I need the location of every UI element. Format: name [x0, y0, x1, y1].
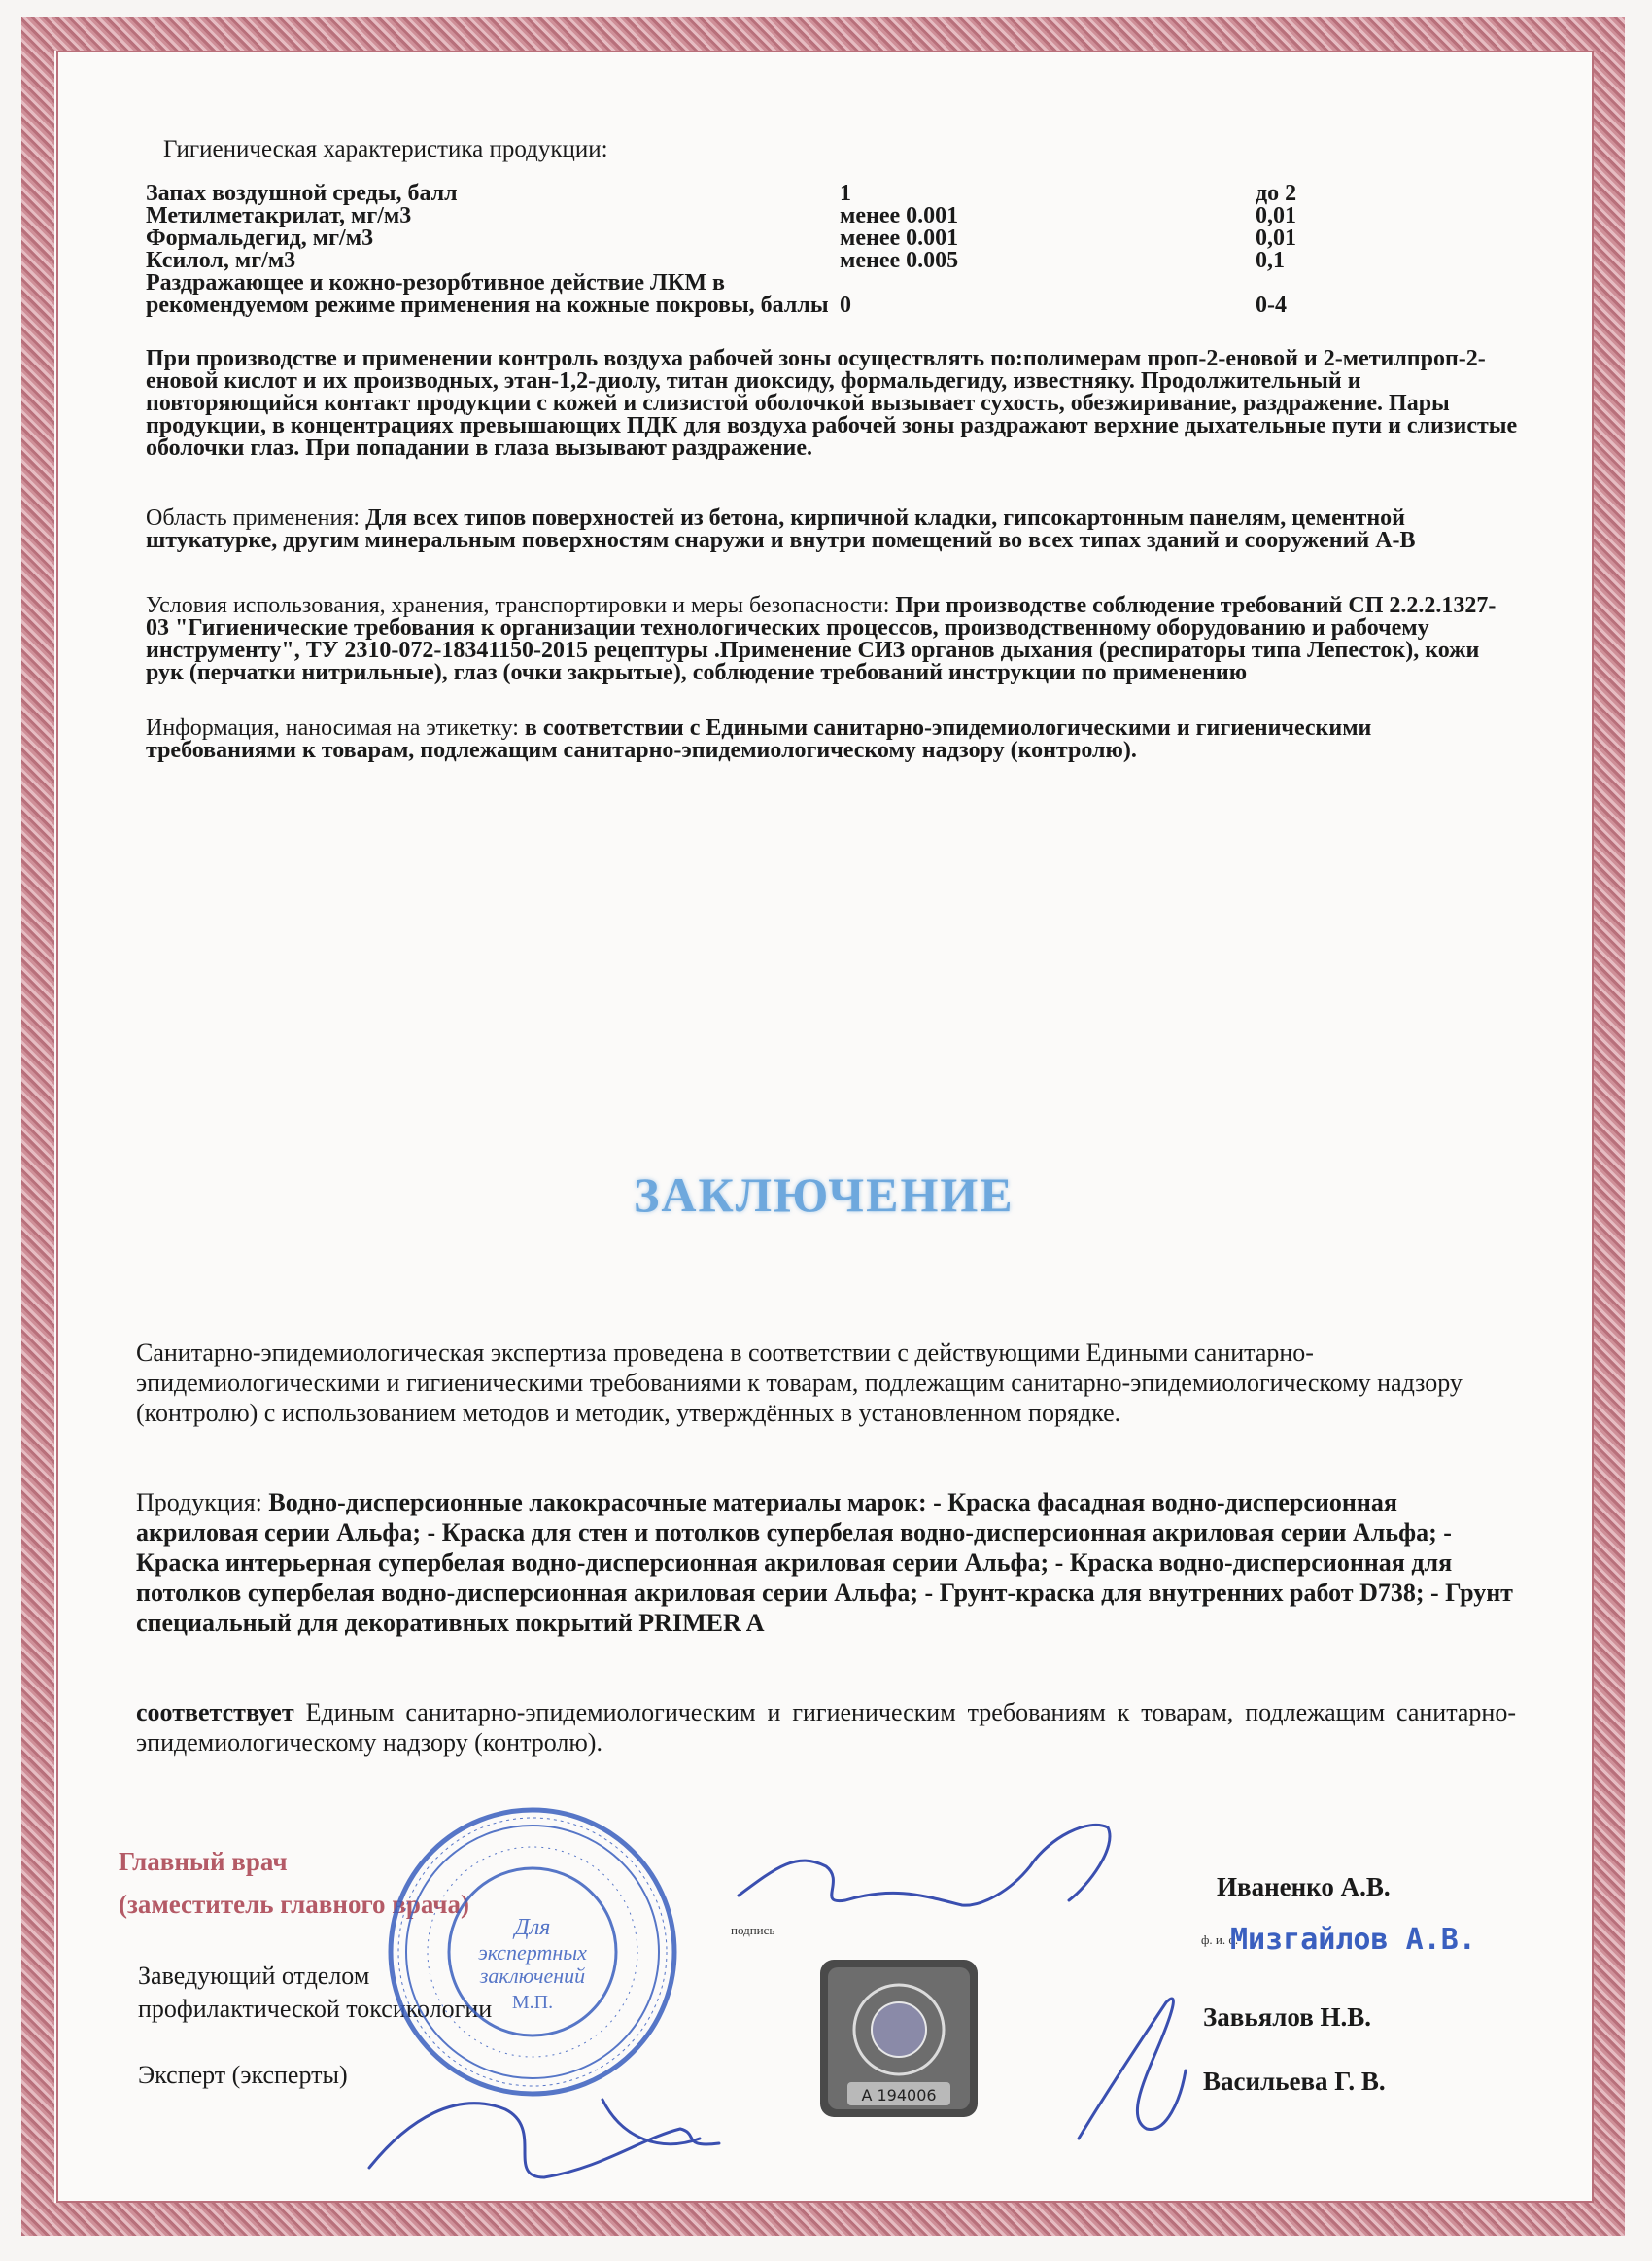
scope-label: Область применения:: [146, 505, 361, 531]
hygiene-param: Метилметакрилат, мг/м3: [146, 203, 412, 228]
scope-text: Для всех типов поверхностей из бетона, кирпичной кладки, гипсокартонным панелям, цементной штукатурке, другим минеральным поверхностям снаружи и внутри помещений во всех типах зданий и сооружений А-В: [146, 505, 1416, 553]
svg-text:заключений: заключений: [479, 1964, 586, 1988]
complies-text: Единым санитарно-эпидемиологическим и гигиеническим требованиям к товарам, подлежащим санитарно-эпидемиологическому надзору (контролю).: [136, 1698, 1517, 1757]
hygiene-limit: 0,1: [1256, 248, 1285, 273]
product-label: Продукция:: [136, 1488, 262, 1516]
hygiene-limit: до 2: [1256, 181, 1297, 206]
svg-text:экспертных: экспертных: [478, 1940, 587, 1965]
conclusion-heading: ЗАКЛЮЧЕНИЕ: [634, 1167, 1015, 1222]
stamp-text: Для: [514, 1915, 551, 1940]
hygiene-value: менее 0.001: [840, 203, 959, 228]
chief-name: Иваненко А.В.: [1217, 1872, 1391, 1901]
conclusion-intro: Санитарно-эпидемиологическая экспертиза проведена в соответствии с действующими Едиными санитарно-эпидемиологическими и гигиеническими требованиями к товарам, подлежащим санитарно-эпидемиологическому надзору (контролю) с использованием методов и методик, утверждённых в установленном порядке.: [136, 1339, 1463, 1427]
product-text: Водно-дисперсионные лакокрасочные материалы марок: - Краска фасадная водно-дисперсионная акриловая серии Альфа; - Краска для стен и потолков супербелая водно-дисперсионная акриловая серии Альфа; - Краска интерьерная супербелая водно-дисперсионная акриловая серии Альфа; - Краска водно-дисперсионная для потолков супербелая водно-дисперсионная акриловая серии Альфа; - Грунт-краска для внутренних работ D738; - Грунт специальный для декоративных покрытий PRIMER A: [136, 1488, 1513, 1637]
hygiene-limit: 0,01: [1256, 203, 1296, 228]
signature-caption: подпись: [731, 1923, 775, 1937]
hygiene-param: Раздражающее и кожно-резорбтивное действие ЛКМ в рекомендуемом режиме применения на кожные покровы, баллы: [146, 270, 829, 318]
hygiene-value: менее 0.001: [840, 226, 959, 251]
round-stamp: [391, 1810, 674, 2094]
hygiene-limit: 0,01: [1256, 226, 1296, 251]
hygiene-title: Гигиеническая характеристика продукции:: [163, 136, 608, 162]
hygiene-param: Ксилол, мг/м3: [146, 248, 296, 273]
head-dept-line1: Заведующий отделом: [138, 1962, 370, 1990]
head-dept-line2: профилактической токсикологии: [138, 1995, 493, 2023]
expert-label: Эксперт (эксперты): [138, 2061, 348, 2089]
hologram-number: A 194006: [861, 2086, 937, 2104]
complies-label: соответствует: [136, 1698, 294, 1726]
chief-role-line1: Главный врач: [119, 1847, 288, 1876]
label-info-text: в соответствии с Едиными санитарно-эпидемиологическими и гигиеническими требованиями к товарам, подлежащим санитарно-эпидемиологическому надзору (контролю).: [146, 715, 1372, 763]
hygiene-value: менее 0.005: [840, 248, 959, 273]
hygiene-param: Формальдегид, мг/м3: [146, 226, 374, 251]
hygiene-param: Запах воздушной среды, балл: [146, 181, 458, 206]
expert-name: Васильева Г. В.: [1203, 2067, 1386, 2096]
control-text: При производстве и применении контроль воздуха рабочей зоны осуществлять по:полимерам проп-2-еновой и 2-метилпроп-2-еновой кислот и их производных, этан-1,2-диолу, титан диоксиду, формальдегиду, известняку. Продолжительный и повторяющийся контакт продукции с кожей и слизистой оболочкой вызывает сухость, обезжиривание, раздражение. Пары продукции, в концентрациях превышающих ПДК для воздуха рабочей зоны раздражают верхние дыхательные пути и слизистые оболочки глаз. При попадании в глаза вызывают раздражение.: [146, 346, 1518, 461]
hygiene-value: 1: [840, 181, 851, 206]
label-info-label: Информация, наносимая на этикетку:: [146, 715, 519, 741]
hologram-sticker: [820, 1960, 978, 2117]
conditions-text: При производстве соблюдение требований СП 2.2.2.1327-03 "Гигиенические требования к организации технологических процессов, производственному оборудованию и рабочему инструменту", ТУ 2310-072-18341150-2015 рецептуры .Применение СИЗ органов дыхания (респираторы типа Лепесток), кожи рук (перчатки нитрильные), глаз (очки закрытые), соблюдение требований инструкции по применению: [146, 593, 1497, 685]
conditions-label: Условия использования, хранения, транспортировки и меры безопасности:: [146, 593, 890, 618]
fio-caption: ф. и. о.: [1201, 1932, 1239, 1947]
hygiene-limit: 0-4: [1256, 293, 1287, 318]
stamp-mp: М.П.: [511, 1992, 554, 2013]
chief-role-line2: (заместитель главного врача): [119, 1890, 470, 1919]
handwritten-name: Мизгайлов А.В.: [1230, 1923, 1476, 1957]
hygiene-value: 0: [840, 293, 851, 318]
head-dept-name: Завьялов Н.В.: [1203, 2002, 1372, 2032]
